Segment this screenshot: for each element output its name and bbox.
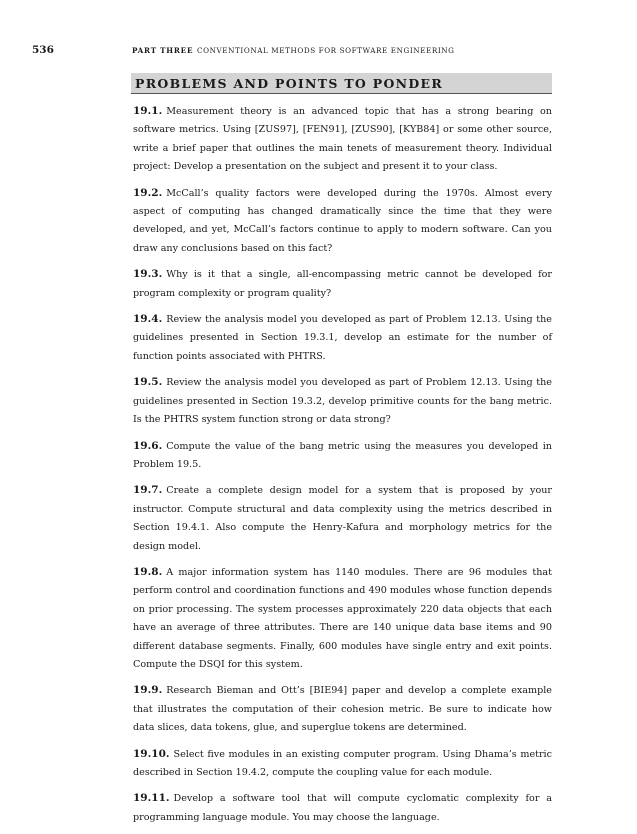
problem-text: Compute the value of the bang metric using the measures you developed in Problem 19.5. <box>133 440 552 470</box>
problem-item <box>133 745 552 783</box>
problem-number: 19.6. <box>133 439 163 452</box>
problem-list <box>133 102 552 834</box>
problem-item <box>133 265 552 303</box>
running-header <box>0 43 637 57</box>
problem-item <box>133 102 552 177</box>
problem-number: 19.7. <box>133 484 163 497</box>
problem-item <box>133 789 552 827</box>
problem-text: Create a complete design model for a system that is proposed by your instructor. Compute structural and data complexity using the metrics described in Section 19.4.1. Also compute the Henry-Kafura and morphology metrics for the design model. <box>133 485 552 552</box>
section-heading <box>131 73 552 94</box>
problem-item <box>133 681 552 737</box>
problem-number: 19.9. <box>133 684 163 697</box>
problem-text: Measurement theory is an advanced topic that has a strong bearing on software metrics. Using [ZUS97], [FEN91], [ZUS90], [KYB84] or some other source, write a brief paper that outlines the main tenets of measurement theory. Individual project: Develop a presentation on the subject and present it to your class. <box>133 106 552 173</box>
problem-text: A major information system has 1140 modules. There are 96 modules that perform control and coordination functions and 490 modules whose function depends on prior processing. The system processes approximately 220 data objects that each have an average of three attributes. There are 140 unique data base items and 90 different database segments. Finally, 600 modules have single entry and exit points. Compute the DSQI for this system. <box>133 566 552 670</box>
problem-number: 19.5. <box>133 376 163 389</box>
problem-item <box>133 184 552 259</box>
problem-item <box>133 310 552 366</box>
problem-text: Develop a software tool that will compute cyclomatic complexity for a programming language module. You may choose the language. <box>133 793 552 823</box>
problem-number: 19.8. <box>133 565 163 578</box>
problem-number: 19.4. <box>133 313 163 326</box>
problem-item <box>133 437 552 475</box>
problem-text: Research Bieman and Ott’s [BIE94] paper and develop a complete example that illustrates the computation of their cohesion metric. Be sure to indicate how data slices, data tokens, glue, and superglue tokens are determined. <box>133 685 552 734</box>
section-title: PROBLEMS AND POINTS TO PONDER <box>135 76 444 91</box>
problem-item <box>133 563 552 674</box>
problem-number: 19.10. <box>133 747 170 760</box>
part-label: PART THREE <box>132 46 194 55</box>
problem-text: Review the analysis model you developed as part of Problem 12.13. Using the guidelines presented in Section 19.3.2, develop primitive counts for the bang metric. Is the PHTRS system function strong or data strong? <box>133 377 552 426</box>
page-number: 536 <box>32 44 54 56</box>
problem-text: Select five modules in an existing computer program. Using Dhama’s metric described in Section 19.4.2, compute the coupling value for each module. <box>133 748 552 778</box>
problem-number: 19.1. <box>133 105 163 117</box>
problem-text: McCall’s quality factors were developed during the 1970s. Almost every aspect of computing has changed dramatically since the time that they were developed, and yet, McCall’s factors continue to apply to modern software. Can you draw any conclusions based on this fact? <box>133 187 552 254</box>
problem-number: 19.3. <box>133 268 163 281</box>
problem-item <box>133 481 552 556</box>
part-title: CONVENTIONAL METHODS FOR SOFTWARE ENGINEERING <box>197 46 455 55</box>
problem-text: Why is it that a single, all-encompassing metric cannot be developed for program complexity or program quality? <box>133 269 552 299</box>
problem-item <box>133 373 552 429</box>
problem-number: 19.11. <box>133 792 170 805</box>
problem-number: 19.2. <box>133 186 163 199</box>
problem-text: Review the analysis model you developed as part of Problem 12.13. Using the guidelines presented in Section 19.3.1, develop an estimate for the number of function points associated with PHTRS. <box>133 314 552 362</box>
